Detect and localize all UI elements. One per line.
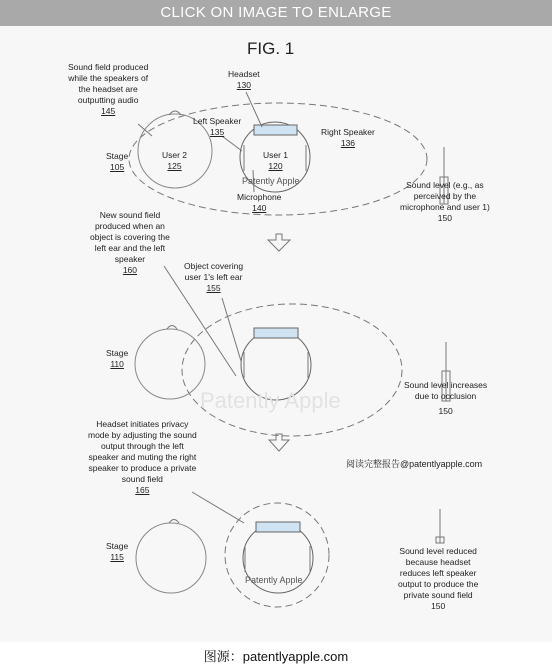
sound-field-160	[182, 304, 402, 436]
leader-155	[222, 298, 241, 361]
watermark-1: Patently Apple	[242, 176, 300, 186]
label-stage-3: Stage 115	[106, 541, 129, 562]
watermark-2: Patently Apple	[200, 388, 341, 413]
headset-band-3	[256, 522, 300, 532]
label-microphone: Microphone 140	[237, 192, 282, 213]
watermark-3: Patently Apple	[245, 575, 303, 585]
label-user1: User 1 120	[263, 150, 289, 171]
image-source-caption: 图源：patentlyapple.com	[0, 642, 552, 672]
label-sound-level-2: Sound level increases due to occlusion 150	[404, 380, 488, 416]
patent-figure	[0, 26, 552, 642]
private-sound-field-165	[225, 503, 329, 607]
leader-135	[222, 136, 242, 151]
enlarge-banner[interactable]: CLICK ON IMAGE TO ENLARGE	[0, 0, 552, 26]
leader-165	[192, 492, 244, 523]
headset-band	[254, 125, 297, 135]
label-headset: Headset 130	[228, 69, 260, 90]
headset-band-2	[254, 328, 298, 338]
label-right-speaker: Right Speaker 136	[321, 127, 375, 148]
user2-head-3	[136, 523, 206, 593]
label-sound-field: Sound field produced while the speakers of the headset are outputting audio 145	[68, 62, 149, 116]
label-object-covering: Object covering user 1's left ear 155	[184, 261, 244, 293]
label-new-sound-field: New sound field produced when an object is covering the left ear and the left speaker 160	[90, 210, 170, 275]
label-privacy-mode: Headset initiates privacy mode by adjusting the sound output through the left speaker and muting the right speaker to produce a private sound field 165	[88, 419, 197, 495]
label-sound-level-3: Sound level reduced because headset reduces left speaker output to produce the private sound field 150	[398, 546, 479, 611]
report-link-text: 阅读完整报告@patentlyapple.com	[346, 459, 483, 469]
down-arrow-1	[268, 234, 290, 251]
label-user2: User 2 125	[162, 150, 188, 171]
down-arrow-2	[269, 434, 289, 451]
figure-title: FIG. 1	[247, 39, 295, 58]
label-sound-level-1: Sound level (e.g., as perceived by the microphone and user 1) 150	[400, 180, 490, 223]
label-left-speaker: Left Speaker 135	[193, 116, 242, 137]
leader-130	[246, 92, 262, 127]
label-stage-2: Stage 110	[106, 348, 129, 369]
user2-head-2	[135, 329, 205, 399]
label-stage-1: Stage 105	[106, 151, 129, 172]
